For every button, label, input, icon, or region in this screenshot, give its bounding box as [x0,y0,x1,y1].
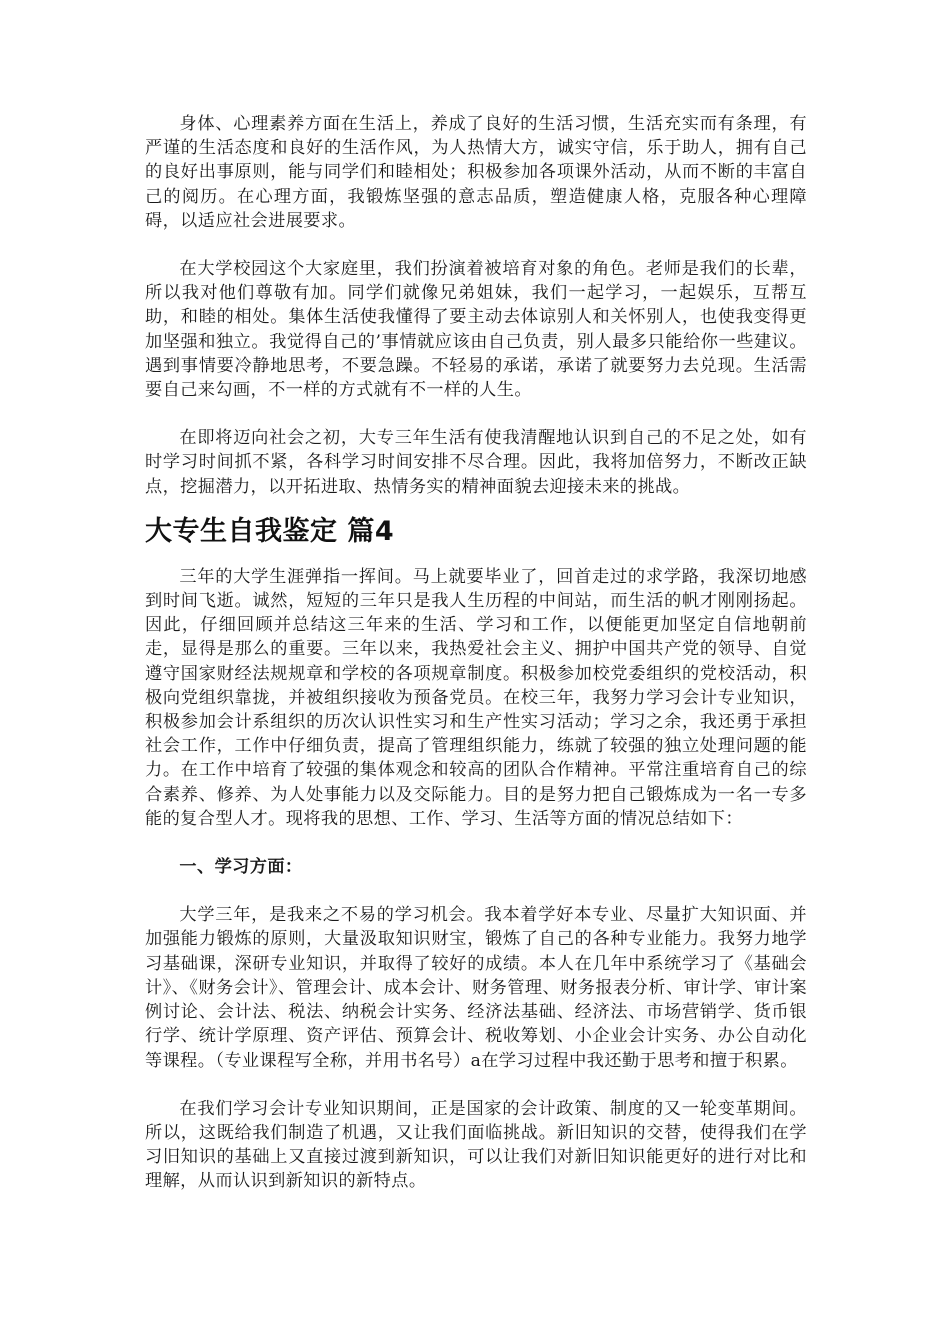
paragraph-physical-mental: 身体、心理素养方面在生活上，养成了良好的生活习惯，生活充实而有条理，有严谨的生活态度和良好的生活作风，为人热情大方，诚实守信，乐于助人，拥有自己的良好出事原则，能与同学们和睦相处；积极参加各项课外活动，从而不断的丰富自己的阅历。在心理方面，我锻炼坚强的意志品质，塑造健康人格，克服各种心理障碍，以适应社会进展要求。 [145,114,807,231]
paragraph-study-courses: 大学三年，是我来之不易的学习机会。我本着学好本专业、尽量扩大知识面、并加强能力锻炼的原则，大量汲取知识财宝，锻炼了自己的各种专业能力。我努力地学习基础课，深研专业知识，并取得了较好的成绩。本人在几年中系统学习了《基础会计》、《财务会计》、管理会计、成本会计、财务管理、财务报表分析、审计学、审计案例讨论、会计法、税法、纳税会计实务、经济法基础、经济法、市场营销学、货币银行学、统计学原理、资产评估、预算会计、税收筹划、小企业会计实务、办公自动化等课程。（专业课程写全称，并用书名号）a在学习过程中我还勤于思考和擅于积累。 [145,905,807,1071]
paragraph-shortcomings: 在即将迈向社会之初，大专三年生活有使我清醒地认识到自己的不足之处，如有时学习时间抓不紧，各科学习时间安排不尽合理。因此，我将加倍努力，不断改正缺点，挖掘潜力，以开拓进取、热情务实的精神面貌去迎接未来的挑战。 [145,428,807,497]
section-heading: 大专生自我鉴定 篇4 [145,515,395,547]
paragraph-campus-life: 在大学校园这个大家庭里，我们扮演着被培育对象的角色。老师是我们的长辈，所以我对他们尊敬有加。同学们就像兄弟姐妹，我们一起学习，一起娱乐，互帮互助，和睦的相处。集体生活使我懂得了要主动去体谅别人和关怀别人，也使我变得更加坚强和独立。我觉得自己的’事情就应该由自己负责，别人最多只能给你一些建议。遇到事情要冷静地思考，不要急躁。不轻易的承诺，承诺了就要努力去兑现。生活需要自己来勾画，不一样的方式就有不一样的人生。 [145,259,807,401]
paragraph-accounting-reform: 在我们学习会计专业知识期间，正是国家的会计政策、制度的又一轮变革期间。所以，这既给我们制造了机遇，又让我们面临挑战。新旧知识的交替，使得我们在学习旧知识的基础上又直接过渡到新知识，可以让我们对新旧知识能更好的进行对比和理解，从而认识到新知识的新特点。 [145,1098,807,1192]
study-subheading: 一、学习方面： [179,857,303,878]
document-page [145,112,807,1194]
paragraph-section4-intro: 三年的大学生涯弹指一挥间。马上就要毕业了，回首走过的求学路，我深切地感到时间飞逝。诚然，短短的三年只是我人生历程的中间站，而生活的帆才刚刚扬起。因此，仔细回顾并总结这三年来的生活、学习和工作，以便能更加坚定自信地朝前走，显得是那么的重要。三年以来，我热爱社会主义、拥护中国共产党的领导、自觉遵守国家财经法规规章和学校的各项规章制度。积极参加校党委组织的党校活动，积极向党组织靠拢，并被组织接收为预备党员。在校三年，我努力学习会计专业知识，积极参加会计系组织的历次认识性实习和生产性实习活动；学习之余，我还勇于承担社会工作，工作中仔细负责，提高了管理组织能力，练就了较强的独立处理问题的能力。在工作中培育了较强的集体观念和较高的团队合作精神。平常注重培育自己的综合素养、修养、为人处事能力以及交际能力。目的是努力把自己锻炼成为一名一专多能的复合型人才。现将我的思想、工作、学习、生活等方面的情况总结如下： [145,566,807,829]
